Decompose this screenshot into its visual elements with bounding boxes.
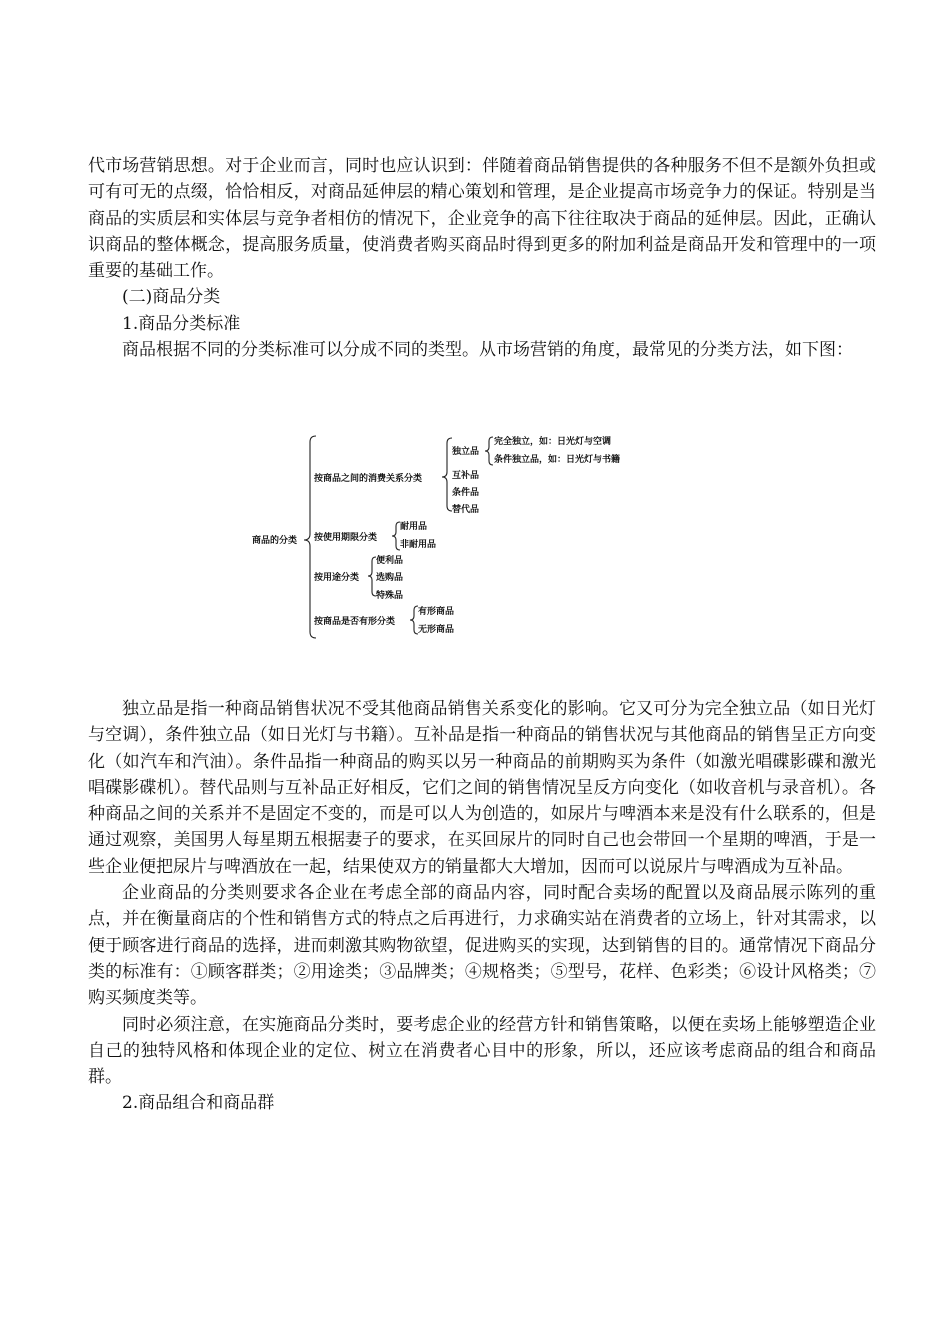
branch-purpose: 按用途分类	[314, 573, 360, 583]
paragraph-note: 同时必须注意，在实施商品分类时，要考虑企业的经营方针和销售策略，以便在卖场上能够塑造企业自己的独特风格和体现企业的定位、树立在消费者心目中的形象，所以，还应该考虑商品的组合和商品群。	[88, 1014, 876, 1088]
text-block-bottom	[88, 696, 876, 1117]
item-convenience: 便利品	[376, 556, 404, 566]
independent-bracket	[485, 437, 493, 465]
subsection-heading-1: 1.商品分类标准	[122, 313, 241, 334]
classification-tree	[240, 428, 660, 648]
item-tangible: 有形商品	[418, 607, 455, 617]
item-independent: 独立品	[452, 447, 480, 457]
diagram-root: 商品的分类	[252, 536, 298, 546]
item-shopping: 选购品	[376, 573, 404, 583]
section-heading: (二)商品分类	[122, 287, 221, 308]
branch4-bracket	[410, 606, 418, 634]
sub-conditional-independent: 条件独立品，如：日光灯与书籍	[494, 455, 621, 465]
paragraph-lead: 商品根据不同的分类标准可以分成不同的类型。从市场营销的角度，最常见的分类方法，如下图：	[122, 340, 853, 361]
item-conditional: 条件品	[452, 488, 480, 498]
paragraph-intro: 代市场营销思想。对于企业而言，同时也应认识到：伴随着商品销售提供的各种服务不但不是额外负担或可有可无的点缀，恰恰相反，对商品延伸层的精心策划和管理，是企业提高市场竞争力的保证。特别是当商品的实质层和实体层与竞争者相仿的情况下，企业竞争的高下往往取决于商品的延伸层。因此，正确认识商品的整体概念，提高服务质量，使消费者购买商品时得到更多的附加利益是商品开发和管理中的一项重要的基础工作。	[88, 156, 876, 282]
branch-tangibility: 按商品是否有形分类	[314, 617, 396, 627]
sub-full-independent: 完全独立，如：日光灯与空调	[494, 437, 612, 447]
paragraph-enterprise-classification: 企业商品的分类则要求各企业在考虑全部的商品内容，同时配合卖场的配置以及商品展示陈列的重点，并在衡量商店的个性和销售方式的特点之后再进行，力求确实站在消费者的立场上，针对其需求，以便于顾客进行商品的选择，进而刺激其购物欲望，促进购买的实现，达到销售的目的。通常情况下商品分类的标准有：①顾客群类；②用途类；③品牌类；④规格类；⑤型号，花样、色彩类；⑥设计风格类；⑦购买频度类等。	[88, 883, 876, 1009]
branch2-bracket	[392, 522, 400, 550]
text-block-top	[88, 153, 876, 363]
item-specialty: 特殊品	[376, 591, 404, 601]
item-intangible: 无形商品	[418, 625, 455, 635]
item-durable: 耐用品	[400, 522, 428, 532]
branch3-bracket	[368, 557, 376, 596]
branch-consumption-relation: 按商品之间的消费关系分类	[314, 474, 423, 484]
item-complement: 互补品	[452, 471, 480, 481]
item-nondurable: 非耐用品	[400, 540, 437, 550]
branch1-bracket	[442, 438, 452, 511]
branch-usage-period: 按使用期限分类	[314, 533, 378, 543]
paragraph-independent-goods: 独立品是指一种商品销售状况不受其他商品销售关系变化的影响。它又可分为完全独立品（如日光灯与空调），条件独立品（如日光灯与书籍）。互补品是指一种商品的销售状况与其他商品的销售呈正方向变化（如汽车和汽油）。条件品指一种商品的购买以另一种商品的前期购买为条件（如激光唱碟影碟和激光唱碟影碟机）。替代品则与互补品正好相反，它们之间的销售情况呈反方向变化（如收音机与录音机）。各种商品之间的关系并不是固定不变的，而是可以人为创造的，如尿片与啤酒本来是没有什么联系的，但是通过观察，美国男人每星期五根据妻子的要求，在买回尿片的同时自己也会带回一个星期的啤酒，于是一些企业便把尿片与啤酒放在一起，结果使双方的销量都大大增加，因而可以说尿片与啤酒成为互补品。	[88, 699, 876, 877]
subsection-heading-2: 2.商品组合和商品群	[122, 1093, 275, 1114]
item-substitute: 替代品	[452, 505, 480, 515]
classification-diagram	[240, 428, 660, 648]
